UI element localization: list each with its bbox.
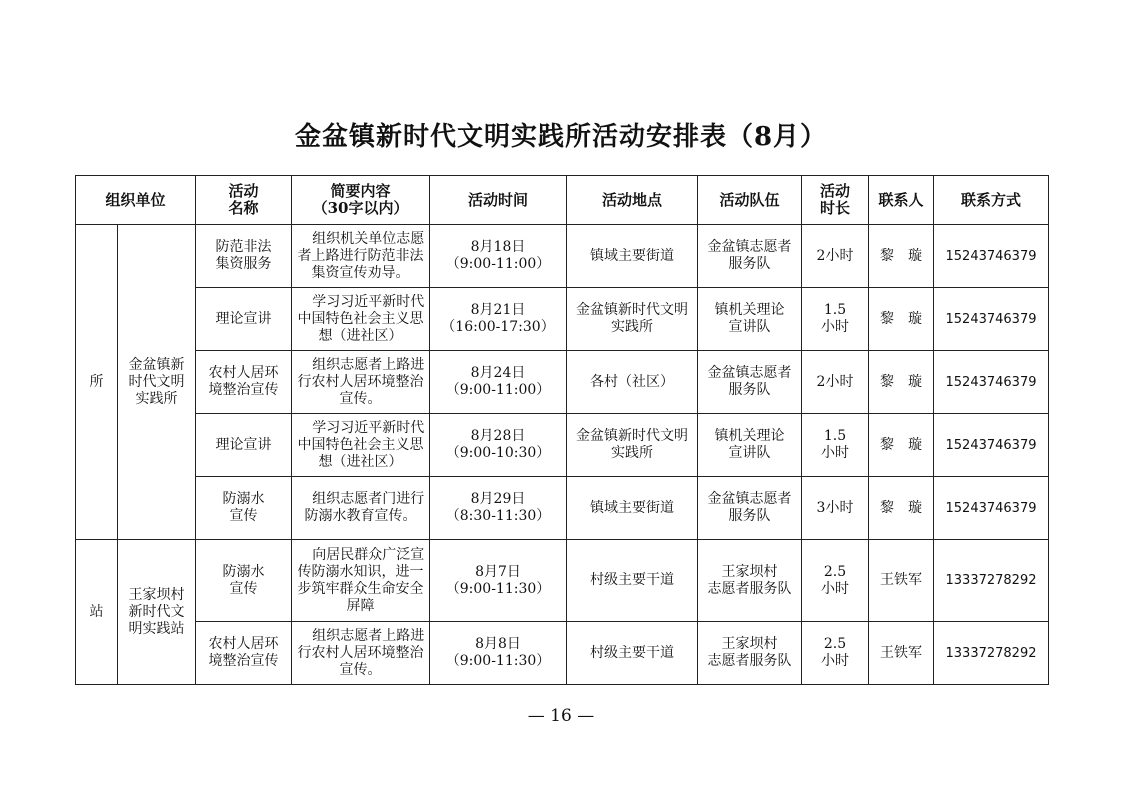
header-content: 简要内容 （30字以内） (292, 176, 430, 225)
activity-duration-cell: 3小时 (802, 477, 869, 540)
activity-place-cell: 镇域主要街道 (567, 225, 698, 288)
activity-time-cell (430, 351, 567, 414)
activity-name-cell: 防溺水 宣传 (196, 477, 292, 540)
activity-time-cell (430, 225, 567, 288)
activity-content-cell: 组织志愿者上路进行农村人居环境整治宣传。 (292, 622, 430, 685)
activity-hours: （9:00-11:00） (445, 256, 551, 272)
activity-hours: （9:00-10:30） (445, 445, 551, 461)
header-duration: 活动 时长 (802, 176, 869, 225)
table-row (76, 225, 1049, 288)
activity-team-cell: 王家坝村 志愿者服务队 (698, 622, 802, 685)
activity-duration-cell: 2小时 (802, 225, 869, 288)
activity-time-cell (430, 477, 567, 540)
contact-person-cell: 黎 璇 (869, 225, 934, 288)
activity-duration-cell: 2.5 小时 (802, 622, 869, 685)
activity-date: 8月28日 (470, 428, 526, 444)
header-row (76, 176, 1049, 225)
activity-team-cell: 金盆镇志愿者 服务队 (698, 477, 802, 540)
activity-time-cell (430, 414, 567, 477)
table-row (76, 288, 1049, 351)
contact-phone-cell: 15243746379 (934, 414, 1049, 477)
header-team: 活动队伍 (698, 176, 802, 225)
activity-content-cell: 学习习近平新时代中国特色社会主义思想（进社区） (292, 414, 430, 477)
contact-person-cell: 黎 璇 (869, 477, 934, 540)
activity-team-cell: 王家坝村 志愿者服务队 (698, 540, 802, 622)
activity-content-cell: 学习习近平新时代中国特色社会主义思想（进社区） (292, 288, 430, 351)
contact-person-cell: 黎 璇 (869, 351, 934, 414)
header-unit: 组织单位 (76, 176, 196, 225)
activity-content-cell: 向居民群众广泛宣传防溺水知识，进一步筑牢群众生命安全屏障 (292, 540, 430, 622)
page-title: 金盆镇新时代文明实践所活动安排表（8月） (294, 122, 828, 152)
activity-team-cell: 镇机关理论 宣讲队 (698, 288, 802, 351)
activity-time-cell (430, 622, 567, 685)
contact-person-cell: 王铁军 (869, 622, 934, 685)
activity-place-cell: 各村（社区） (567, 351, 698, 414)
organizing-unit-cell: 王家坝村 新时代文 明实践站 (118, 540, 196, 685)
header-place: 活动地点 (567, 176, 698, 225)
organizing-unit-cell: 金盆镇新 时代文明 实践所 (118, 225, 196, 540)
activity-time-cell (430, 540, 567, 622)
activity-hours: （9:00-11:30） (445, 653, 551, 669)
activity-date: 8月24日 (470, 365, 526, 381)
contact-phone-cell: 15243746379 (934, 351, 1049, 414)
page-number: — 16 — (527, 706, 595, 726)
activity-content-cell: 组织志愿者上路进行农村人居环境整治宣传。 (292, 351, 430, 414)
activity-name-cell: 农村人居环 境整治宣传 (196, 351, 292, 414)
group-kind-cell: 所 (76, 225, 118, 540)
activity-content-cell: 组织志愿者门进行防溺水教育宣传。 (292, 477, 430, 540)
contact-phone-cell: 15243746379 (934, 288, 1049, 351)
activity-duration-cell: 2小时 (802, 351, 869, 414)
activity-duration-cell: 1.5 小时 (802, 288, 869, 351)
table-row (76, 414, 1049, 477)
group-kind-cell: 站 (76, 540, 118, 685)
activity-hours: （8:30-11:30） (445, 508, 551, 524)
schedule-table (75, 175, 1049, 685)
activity-place-cell: 村级主要干道 (567, 540, 698, 622)
activity-hours: （16:00-17:30） (441, 319, 555, 335)
activity-name-cell: 防范非法 集资服务 (196, 225, 292, 288)
activity-content-cell: 组织机关单位志愿者上路进行防范非法集资宣传劝导。 (292, 225, 430, 288)
activity-place-cell: 镇域主要街道 (567, 477, 698, 540)
activity-team-cell: 金盆镇志愿者 服务队 (698, 351, 802, 414)
table-row (76, 477, 1049, 540)
activity-place-cell: 金盆镇新时代文明 实践所 (567, 288, 698, 351)
header-name: 活动 名称 (196, 176, 292, 225)
activity-name-cell: 防溺水 宣传 (196, 540, 292, 622)
activity-name-cell: 理论宣讲 (196, 414, 292, 477)
activity-date: 8月7日 (475, 563, 521, 580)
contact-person-cell: 黎 璇 (869, 288, 934, 351)
activity-name-cell: 农村人居环 境整治宣传 (196, 622, 292, 685)
header-phone: 联系方式 (934, 176, 1049, 225)
activity-place-cell: 村级主要干道 (567, 622, 698, 685)
contact-phone-cell: 15243746379 (934, 477, 1049, 540)
header-contact: 联系人 (869, 176, 934, 225)
contact-person-cell: 黎 璇 (869, 414, 934, 477)
contact-phone-cell: 13337278292 (934, 622, 1049, 685)
activity-time-cell (430, 288, 567, 351)
header-time: 活动时间 (430, 176, 567, 225)
activity-team-cell: 金盆镇志愿者 服务队 (698, 225, 802, 288)
activity-duration-cell: 1.5 小时 (802, 414, 869, 477)
activity-hours: （9:00-11:30） (445, 580, 551, 597)
activity-date: 8月8日 (475, 636, 521, 652)
activity-team-cell: 镇机关理论 宣讲队 (698, 414, 802, 477)
table-row (76, 622, 1049, 685)
activity-date: 8月21日 (470, 302, 526, 318)
activity-name-cell: 理论宣讲 (196, 288, 292, 351)
contact-person-cell: 王铁军 (869, 540, 934, 622)
activity-hours: （9:00-11:00） (445, 382, 551, 398)
table-row (76, 540, 1049, 622)
contact-phone-cell: 13337278292 (934, 540, 1049, 622)
contact-phone-cell: 15243746379 (934, 225, 1049, 288)
activity-duration-cell: 2.5 小时 (802, 540, 869, 622)
activity-date: 8月18日 (470, 239, 526, 255)
activity-date: 8月29日 (470, 491, 526, 507)
activity-place-cell: 金盆镇新时代文明 实践所 (567, 414, 698, 477)
table-row (76, 351, 1049, 414)
